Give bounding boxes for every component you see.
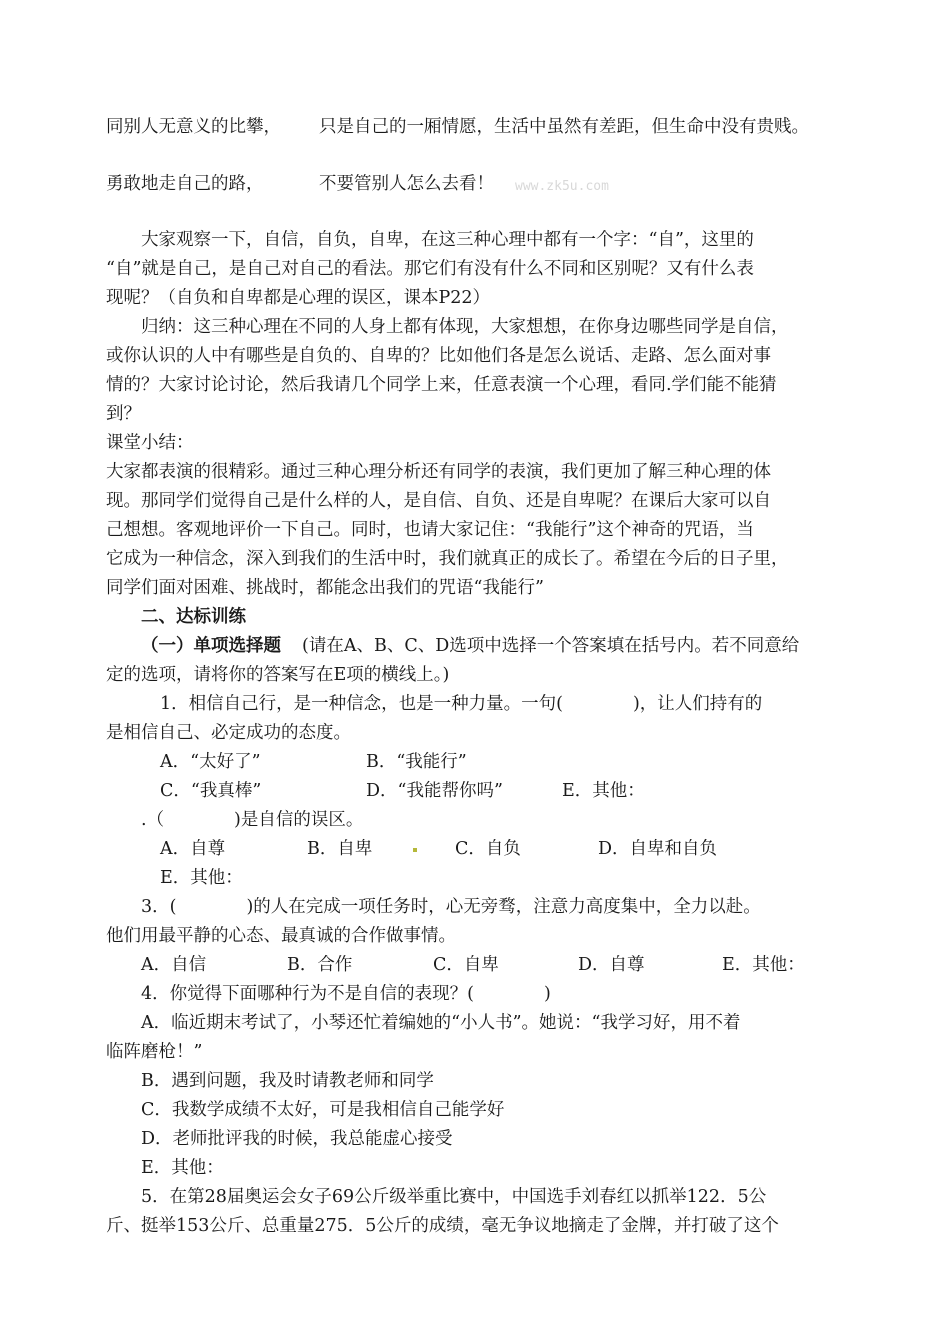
instruction-line: (请在A、B、C、D选项中选择一个答案填在括号内。若不同意给	[302, 636, 800, 656]
watermark-text: www.zk5u.com	[515, 179, 609, 194]
question-line: 4．你觉得下面哪种行为不是自信的表现？( )	[141, 984, 551, 1004]
paragraph-line: 归纳：这三种心理在不同的人身上都有体现，大家想想，在你身边哪些同学是自信，	[141, 317, 789, 337]
question-line: 斤、挺举153公斤、总重量275．5公斤的成绩，毫无争议地摘走了金牌，并打破了这个	[106, 1216, 779, 1236]
option-b: B．合作	[287, 955, 353, 975]
instruction-line: 定的选项，请将你的答案写在E项的横线上。)	[106, 665, 450, 685]
option-c: C．我数学成绩不太好，可是我相信自己能学好	[141, 1100, 505, 1120]
paragraph-line: 或你认识的人中有哪些是自负的、自卑的？比如他们各是怎么说话、走路、怎么面对事	[106, 346, 771, 366]
option-c: C．自负	[455, 839, 521, 859]
option-c: C．“我真棒”	[160, 781, 262, 801]
option-d: D．自尊	[578, 955, 645, 975]
question-line: 他们用最平静的心态、最真诚的合作做事情。	[106, 926, 456, 946]
paragraph-line: 勇敢地走自己的路，	[106, 174, 264, 194]
section-heading: 二、达标训练	[141, 607, 246, 627]
paragraph-line: 大家都表演的很精彩。通过三种心理分析还有同学的表演，我们更加了解三种心理的体	[106, 462, 771, 482]
option-a: A．“太好了”	[160, 752, 261, 772]
question-line: 3．( )的人在完成一项任务时，心无旁骛，注意力高度集中，全力以赴。	[141, 897, 761, 917]
option-e: E．其他：	[562, 781, 645, 801]
paragraph-line: 现呢？（自负和自卑都是心理的误区，课本P22）	[106, 288, 491, 308]
question-line: .（ )是自信的误区。	[141, 810, 364, 830]
paragraph-line: 同学们面对困难、挑战时，都能念出我们的咒语“我能行”	[106, 578, 544, 598]
option-e: E．其他：	[141, 1158, 224, 1178]
option-e: E．其他：	[722, 955, 805, 975]
option-a: A．临近期末考试了，小琴还忙着编她的“小人书”。她说：“我学习好，用不着	[141, 1013, 741, 1033]
option-a: A．自信	[141, 955, 207, 975]
paragraph-line: 大家观察一下，自信，自负，自卑，在这三种心理中都有一个字：“自”，这里的	[141, 230, 754, 250]
section-heading: 课堂小结：	[106, 433, 194, 453]
paragraph-line: 己想想。客观地评价一下自己。同时，也请大家记住：“我能行”这个神奇的咒语，当	[106, 520, 754, 540]
paragraph-line: 情的？大家讨论讨论，然后我请几个同学上来，任意表演一个心理，看同.学们能不能猜	[106, 375, 777, 395]
question-line: 是相信自己、必定成功的态度。	[106, 723, 351, 743]
paragraph-line: 现。那同学们觉得自己是什么样的人，是自信、自负、还是自卑呢？在课后大家可以自	[106, 491, 771, 511]
option-b: B．遇到问题，我及时请教老师和同学	[141, 1071, 434, 1091]
option-d: D．“我能帮你吗”	[366, 781, 503, 801]
paragraph-line: 到？	[106, 404, 141, 424]
option-d: D．老师批评我的时候，我总能虚心接受	[141, 1129, 453, 1149]
subsection-heading: （一）单项选择题	[141, 636, 281, 656]
question-line: 5．在第28届奥运会女子69公斤级举重比赛中，中国选手刘春红以抓举122．5公	[141, 1187, 767, 1207]
paragraph-line: 不要管别人怎么去看！	[319, 174, 494, 194]
paragraph-line: 同别人无意义的比攀，	[106, 117, 281, 137]
option-c: C．自卑	[433, 955, 499, 975]
stray-dot-mark	[413, 848, 417, 852]
option-a-cont: 临阵磨枪！”	[106, 1042, 203, 1062]
option-e: E．其他：	[160, 868, 243, 888]
option-d: D．自卑和自负	[598, 839, 718, 859]
option-b: B．自卑	[307, 839, 373, 859]
option-b: B．“我能行”	[366, 752, 467, 772]
paragraph-line: 它成为一种信念，深入到我们的生活中时，我们就真正的成长了。希望在今后的日子里，	[106, 549, 789, 569]
question-line: 1．相信自己行，是一种信念，也是一种力量。一句( )，让人们持有的	[160, 694, 763, 714]
option-a: A．自尊	[160, 839, 226, 859]
paragraph-line: “自”就是自己，是自己对自己的看法。那它们有没有什么不同和区别呢？又有什么表	[106, 259, 754, 279]
paragraph-line: 只是自己的一厢情愿，生活中虽然有差距，但生命中没有贵贱。	[319, 117, 809, 137]
